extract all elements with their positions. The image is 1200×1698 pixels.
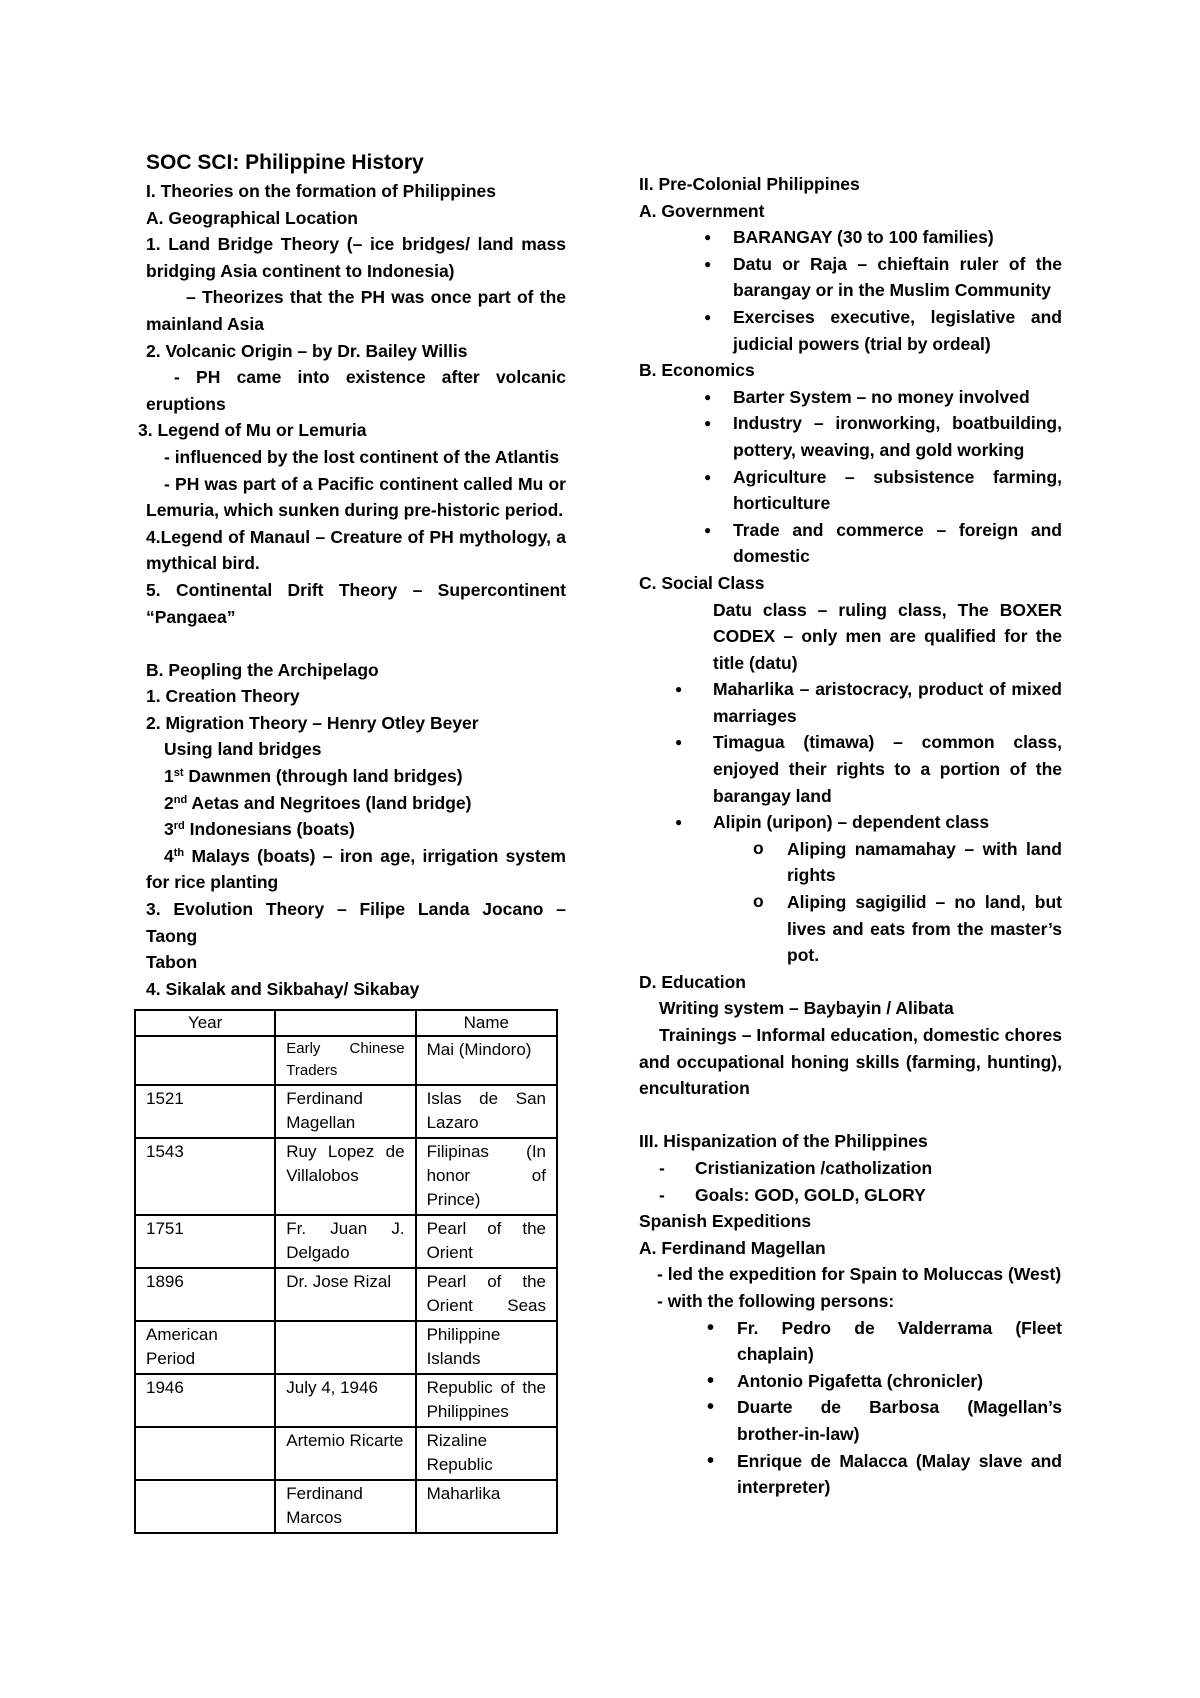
list-item: ● Industry – ironworking, boatbuilding, pottery, weaving, and gold working [639,410,1062,463]
table-cell: Dr. Jose Rizal [275,1268,415,1321]
table-cell: 1751 [135,1215,275,1268]
hispanization-list [639,1155,1062,1208]
page-title: SOC SCI: Philippine History [146,151,424,174]
table-cell: Rizaline Republic [416,1427,557,1480]
table-cell: Fr. Juan J. Delgado [275,1215,415,1268]
list-item: • Duarte de Barbosa (Magellan’s brother-in-law) [639,1394,1062,1447]
text-line: – Theorizes that the PH was once part of the [186,287,566,308]
wave-line: 1st Dawnmen (through land bridges) [164,766,463,787]
text-line: 1. Land Bridge Theory (– ice bridges/ land mass [146,234,566,255]
list-item: o Aliping namamahay – with land rights [639,836,1062,889]
section-heading: II. Pre-Colonial Philippines [639,174,860,194]
text-line: Tabon [146,952,198,973]
table-cell: Republic of the Philippines [416,1374,557,1427]
text-line: 5. Continental Drift Theory – Supercontinent [146,579,566,600]
table-cell: Artemio Ricarte [275,1427,415,1480]
text-line: eruptions [146,393,226,414]
list-item: ● Alipin (uripon) – dependent class [639,809,1062,836]
list-item: ● Trade and commerce – foreign and domestic [639,517,1062,570]
text-line: Writing system – Baybayin / Alibata [659,998,954,1019]
table-cell: American Period [135,1321,275,1374]
table-row [135,1321,557,1374]
text-line: mainland Asia [146,313,264,334]
table-cell: 1521 [135,1085,275,1138]
economics-list [639,384,1062,570]
table-cell: Philippine Islands [416,1321,557,1374]
table-cell: July 4, 1946 [275,1374,415,1427]
table-cell [135,1480,275,1533]
text-line: for rice planting [146,872,279,893]
text-line: Using land bridges [164,739,322,760]
table-row [135,1268,557,1321]
text-line: - influenced by the lost continent of the Atlantis [164,446,560,467]
table-cell [275,1321,415,1374]
table-row [135,1036,557,1085]
list-item: o Aliping sagigilid – no land, but lives and eats from the master’s pot. [639,889,1062,969]
table-row [135,1138,557,1215]
list-item: • Fr. Pedro de Valderrama (Fleet chaplain) [639,1315,1062,1368]
text-line: “Pangaea” [146,606,236,627]
list-item: ● Agriculture – subsistence farming, horticulture [639,464,1062,517]
text-line: 2. Volcanic Origin – by Dr. Bailey Willis [146,340,468,361]
table-header: Year [135,1010,275,1036]
text-line: - with the following persons: [657,1290,895,1311]
table-header [275,1010,415,1036]
table-cell [135,1036,275,1085]
table-header-row [135,1010,557,1036]
list-item: ● BARANGAY (30 to 100 families) [639,224,1062,251]
table-row [135,1085,557,1138]
table-cell: Maharlika [416,1480,557,1533]
subsection-heading: A. Ferdinand Magellan [639,1237,826,1258]
left-column [138,148,566,1002]
table-cell: Ferdinand Marcos [275,1480,415,1533]
table-cell: Pearl of the Orient [416,1215,557,1268]
text-line: 4. Sikalak and Sikbahay/ Sikabay [146,978,420,999]
list-item: - Goals: GOD, GOLD, GLORY [639,1182,1062,1209]
table-cell: Islas de San Lazaro [416,1085,557,1138]
text-line: 1. Creation Theory [146,686,300,707]
section-heading: III. Hispanization of the Philippines [639,1131,928,1152]
text-line: Trainings – Informal education, domestic chores and occupational honing skills (farming, hunting), enculturation [639,1025,1062,1099]
subsection-heading: B. Peopling the Archipelago [146,659,379,680]
subsection-heading: D. Education [639,971,746,992]
table-cell: Filipinas (In honor of Prince) [416,1138,557,1215]
subsection-heading: Spanish Expeditions [639,1211,812,1232]
list-item: • Enrique de Malacca (Malay slave and interpreter) [639,1448,1062,1501]
table-row [135,1427,557,1480]
list-item: - Cristianization /catholization [639,1155,1062,1182]
table-cell: 1896 [135,1268,275,1321]
subsection-heading: C. Social Class [639,572,765,593]
list-item: ● Maharlika – aristocracy, product of mixed marriages [639,676,1062,729]
social-class-list [639,676,1062,836]
table-header: Name [416,1010,557,1036]
subsection-heading: A. Geographical Location [146,207,358,228]
names-table [134,1009,558,1534]
table-cell: Ferdinand Magellan [275,1085,415,1138]
table-row [135,1215,557,1268]
text-line: 4.Legend of Manaul – Creature of PH mythology, a [146,526,566,547]
table-cell: Early Chinese Traders [275,1036,415,1085]
list-item: • Antonio Pigafetta (chronicler) [639,1368,1062,1395]
subsection-heading: B. Economics [639,360,755,381]
right-column [639,171,1062,1501]
text-line: - PH came into existence after volcanic [174,367,566,388]
wave-line: 3rd Indonesians (boats) [164,819,355,840]
wave-line: 4th Malays (boats) – iron age, irrigation system [164,845,566,866]
government-list [639,224,1062,357]
text-line: mythical bird. [146,553,260,574]
text-line: - PH was part of a Pacific continent called Mu or [164,473,566,494]
section-heading: I. Theories on the formation of Philippines [146,181,497,201]
list-item: ● Datu or Raja – chieftain ruler of the barangay or in the Muslim Community [639,251,1062,304]
alipin-list [639,836,1062,969]
text-line: Lemuria, which sunken during pre-historic period. [146,500,564,521]
table-row [135,1480,557,1533]
table-cell: 1946 [135,1374,275,1427]
list-item: ● Barter System – no money involved [639,384,1062,411]
text-line: 3. Evolution Theory – Filipe Landa Jocano – Taong [146,899,566,946]
text-line: 2. Migration Theory – Henry Otley Beyer [146,712,479,733]
persons-list [639,1315,1062,1501]
text-line: 3. Legend of Mu or Lemuria [138,420,367,441]
text-line: Datu class – ruling class, The BOXER CODEX – only men are qualified for the title (datu) [713,599,1062,673]
table-cell: Ruy Lopez de Villalobos [275,1138,415,1215]
table-cell: Mai (Mindoro) [416,1036,557,1085]
list-item: ● Timagua (timawa) – common class, enjoyed their rights to a portion of the barangay land [639,729,1062,809]
wave-line: 2nd Aetas and Negritoes (land bridge) [164,792,472,813]
table-cell: 1543 [135,1138,275,1215]
table-cell [135,1427,275,1480]
list-item: ● Exercises executive, legislative and judicial powers (trial by ordeal) [639,304,1062,357]
table-row [135,1374,557,1427]
text-line: - led the expedition for Spain to Moluccas (West) [657,1264,1062,1285]
table-cell: Pearl of the Orient Seas [416,1268,557,1321]
text-line: bridging Asia continent to Indonesia) [146,260,455,281]
subsection-heading: A. Government [639,200,765,221]
